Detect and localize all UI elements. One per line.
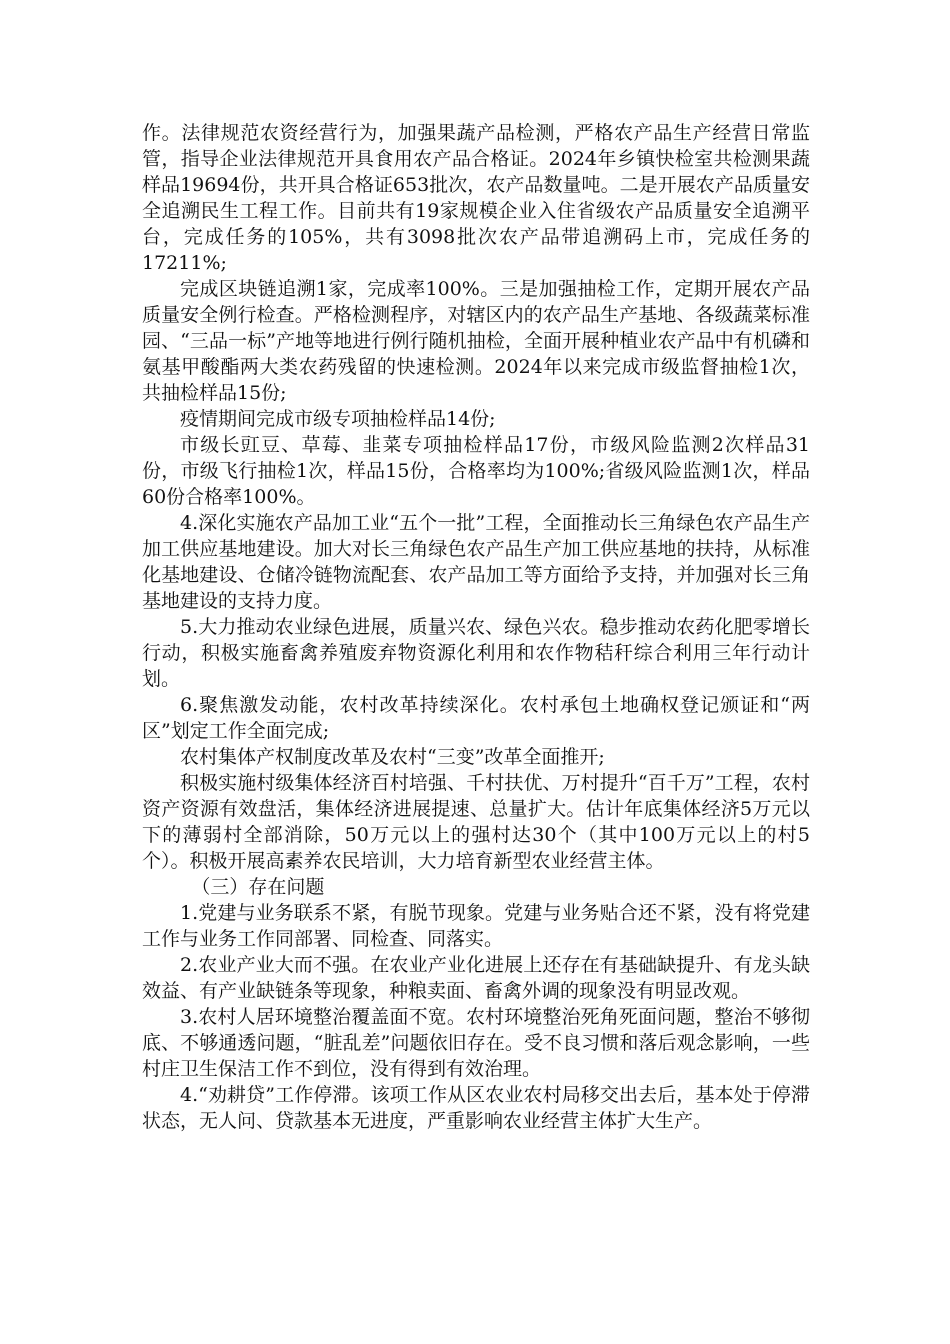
paragraph-continuation: 作。法律规范农资经营行为，加强果蔬产品检测，严格农产品生产经营日常监管，指导企业法律规范开具食用农产品合格证。2024年乡镇快检室共检测果蔬样品19694份，共开具合格证653批次，农产品数量吨。二是开展农产品质量安全追溯民生工程工作。目前共有19家规模企业入住省级农产品质量安全追溯平台，完成任务的105%，共有3098批次农产品带追溯码上市，完成任务的17211%; [142, 122, 810, 274]
paragraph-item-5: 5.大力推动农业绿色进展，质量兴农、绿色兴农。稳步推动农药化肥零增长行动，积极实施畜禽养殖废弃物资源化利用和农作物秸秆综合利用三年行动计划。 [142, 616, 810, 690]
paragraph-collective-reform: 农村集体产权制度改革及农村“三变”改革全面推开; [180, 746, 605, 768]
paragraph-collective-economy: 积极实施村级集体经济百村培强、千村扶优、万村提升“百千万”工程，农村资产资源有效盘活，集体经济进展提速、总量扩大。估计年底集体经济5万元以下的薄弱村全部消除，50万元以上的强村达30个（其中100万元以上的村5个）。积极开展高素养农民培训，大力培育新型农业经营主体。 [142, 772, 810, 872]
document-body [142, 120, 810, 1134]
paragraph-item-6: 6.聚焦激发动能，农村改革持续深化。农村承包土地确权登记颁证和“两区”划定工作全面完成; [142, 694, 810, 742]
paragraph-problem-1: 1.党建与业务联系不紧，有脱节现象。党建与业务贴合还不紧，没有将党建工作与业务工作同部署、同检查、同落实。 [142, 902, 810, 950]
paragraph-problem-4: 4.“劝耕贷”工作停滞。该项工作从区农业农村局移交出去后，基本处于停滞状态，无人问、贷款基本无进度，严重影响农业经营主体扩大生产。 [142, 1084, 810, 1132]
paragraph-problem-2: 2.农业产业大而不强。在农业产业化进展上还存在有基础缺提升、有龙头缺效益、有产业缺链条等现象，种粮卖面、畜禽外调的现象没有明显改观。 [142, 954, 810, 1002]
paragraph-blockchain-trace: 完成区块链追溯1家，完成率100%。三是加强抽检工作，定期开展农产品质量安全例行检查。严格检测程序，对辖区内的农产品生产基地、各级蔬菜标准园、“三品一标”产地等地进行例行随机抽检，全面开展种植业农产品中有机磷和氨基甲酸酯两大类农药残留的快速检测。2024年以来完成市级监督抽检1次，共抽检样品15份; [142, 278, 810, 404]
paragraph-problem-3: 3.农村人居环境整治覆盖面不宽。农村环境整治死角死面问题，整治不够彻底、不够通透问题，“脏乱差”问题依旧存在。受不良习惯和落后观念影响，一些村庄卫生保洁工作不到位，没有得到有效治理。 [142, 1006, 810, 1080]
paragraph-item-4: 4.深化实施农产品加工业“五个一批”工程，全面推动长三角绿色农产品生产加工供应基地建设。加大对长三角绿色农产品生产加工供应基地的扶持，从标准化基地建设、仓储冷链物流配套、农产品加工等方面给予支持，并加强对长三角基地建设的支持力度。 [142, 512, 810, 612]
section-heading-problems: （三）存在问题 [191, 876, 325, 898]
paragraph-city-sampling: 市级长豇豆、草莓、韭菜专项抽检样品17份，市级风险监测2次样品31份，市级飞行抽检1次，样品15份，合格率均为100%;省级风险监测1次，样品60份合格率100%。 [142, 434, 810, 508]
paragraph-epidemic-sampling: 疫情期间完成市级专项抽检样品14份; [180, 408, 496, 430]
